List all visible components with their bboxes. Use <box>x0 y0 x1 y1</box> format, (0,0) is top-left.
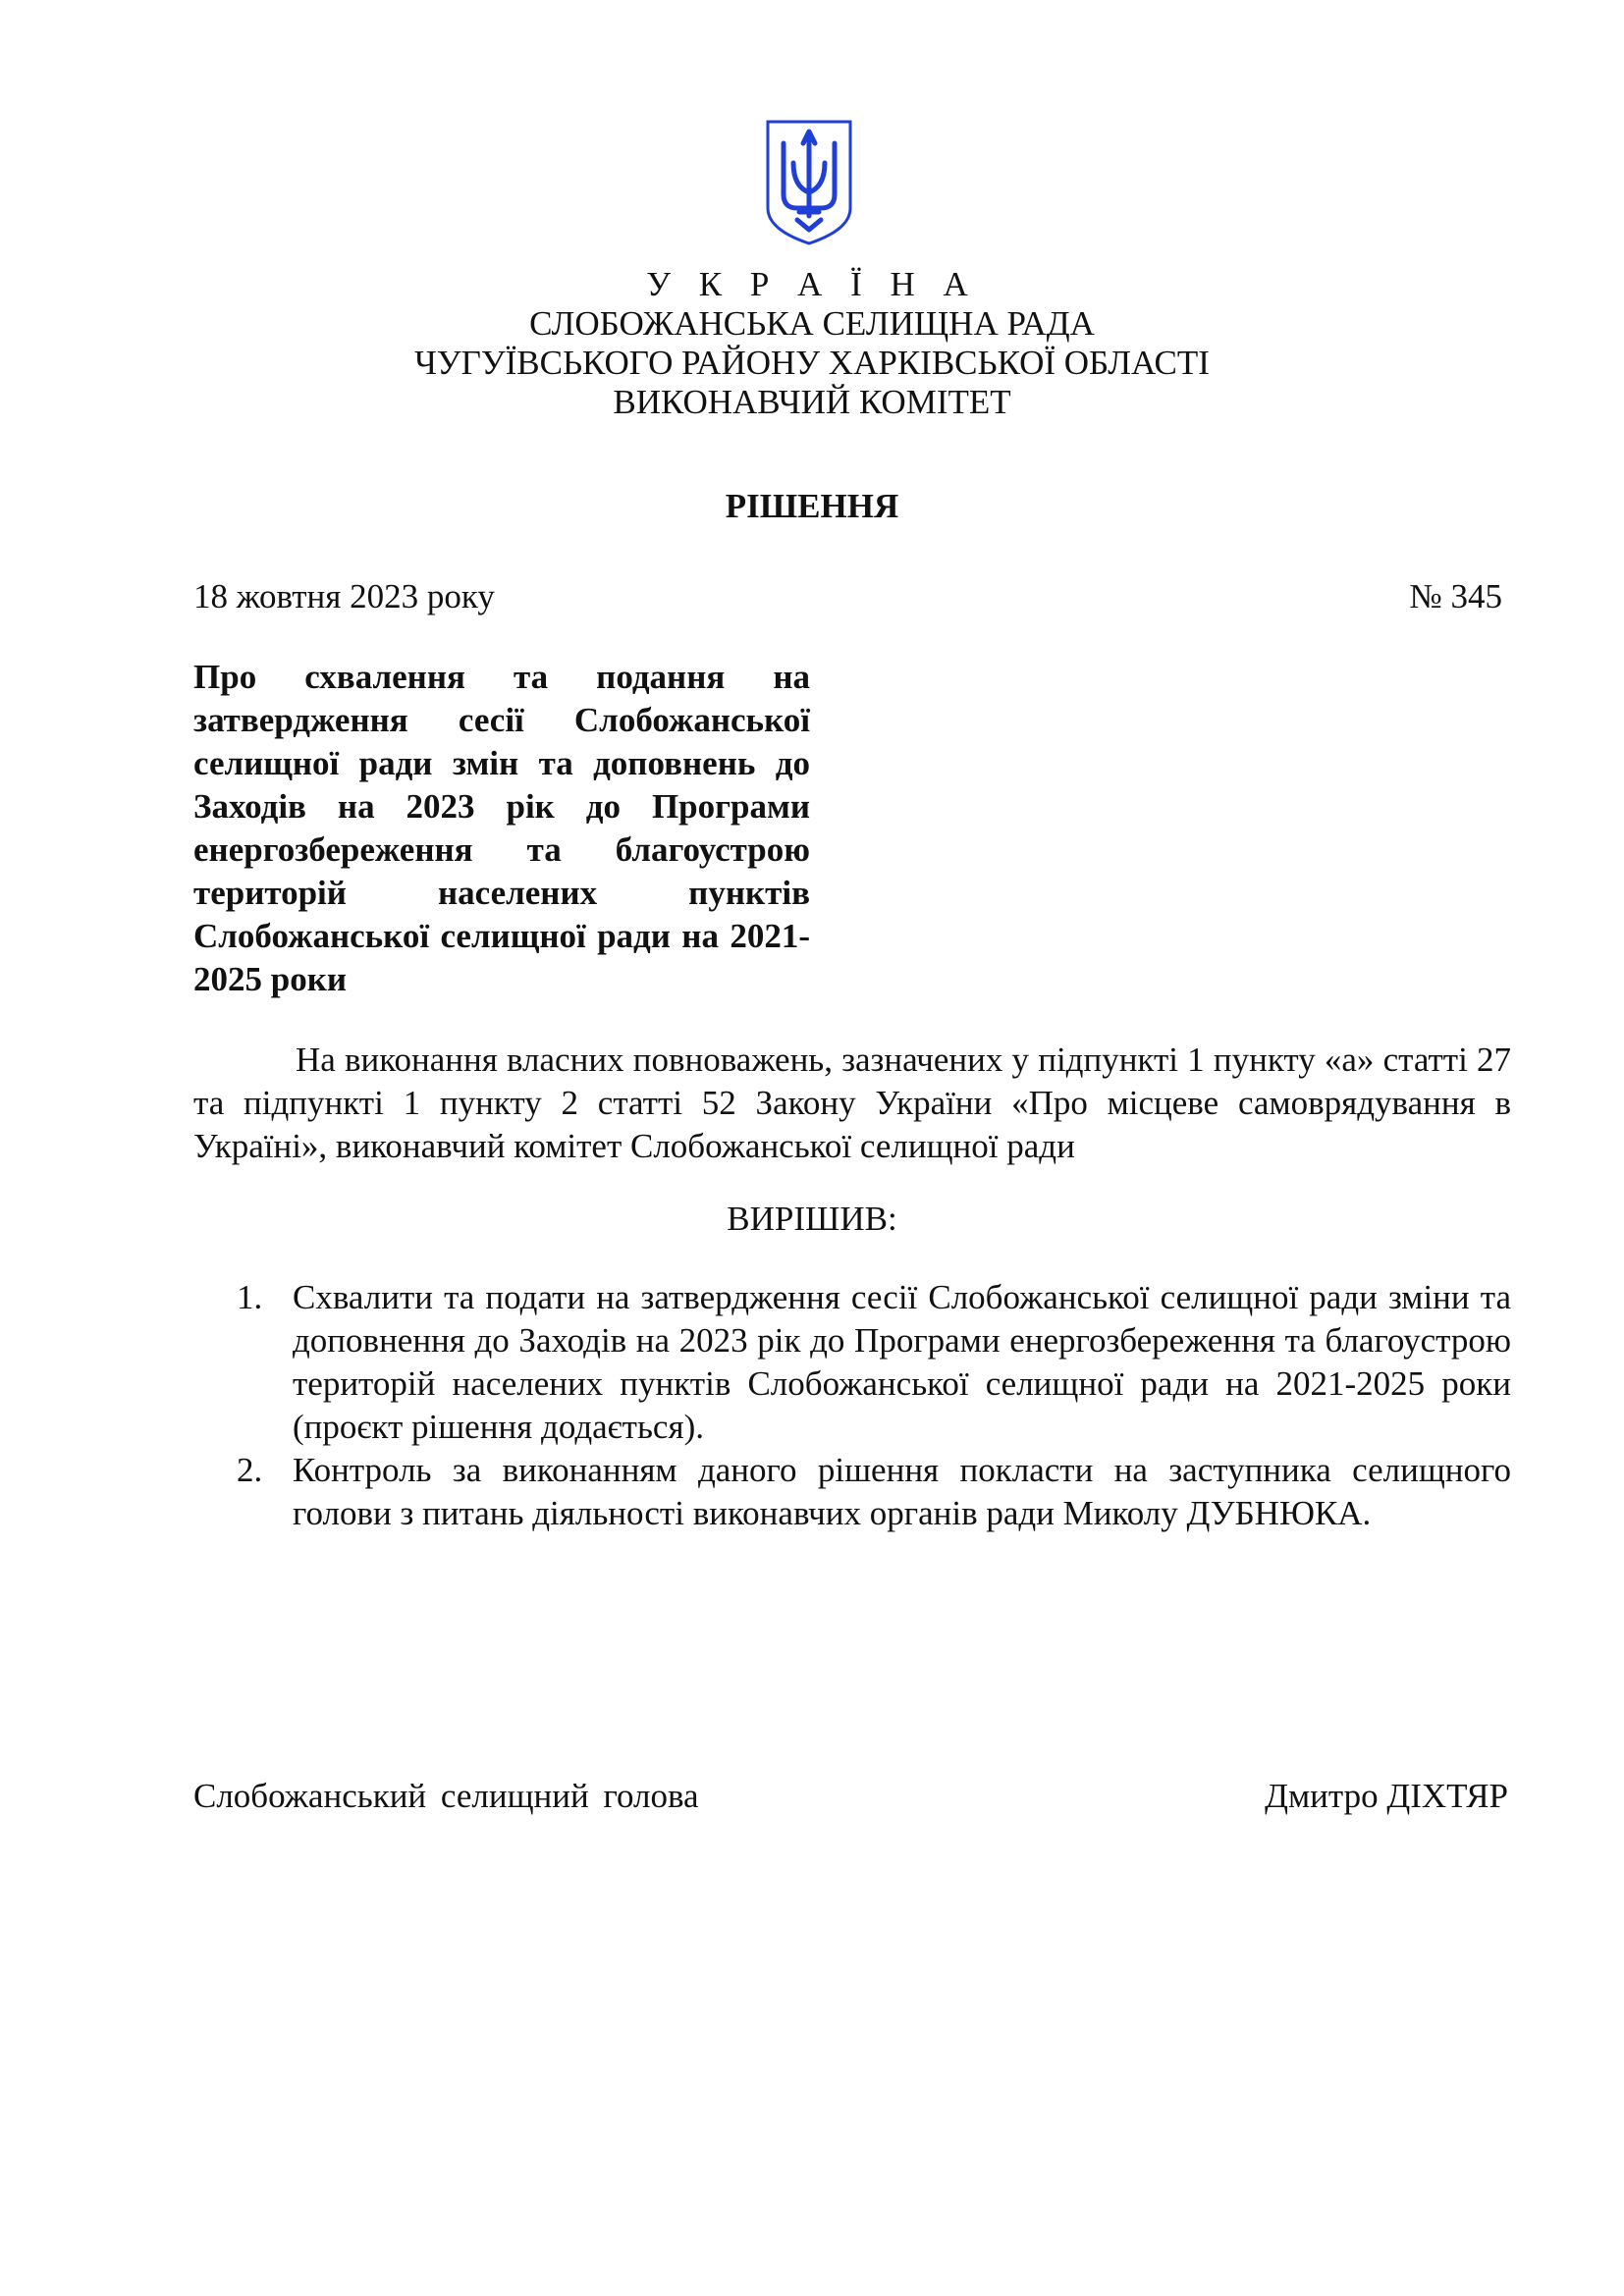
list-item <box>193 1449 1511 1535</box>
document-number: № 345 <box>1409 577 1502 615</box>
signatory-title: Слобожанський селищний голова <box>193 1777 699 1815</box>
coat-of-arms-trident-icon <box>764 118 854 247</box>
document-title: РІШЕННЯ <box>725 487 899 525</box>
item-text: Контроль за виконанням даного рішення покласти на заступника селищного голови з питань діяльності виконавчих органів ради Миколу ДУБНЮКА. <box>293 1451 1511 1532</box>
country-name: У К Р А Ї Н А <box>646 265 978 303</box>
committee-name: ВИКОНАВЧИЙ КОМІТЕТ <box>613 383 1011 421</box>
district-name: ЧУГУЇВСЬКОГО РАЙОНУ ХАРКІВСЬКОЇ ОБЛАСТІ <box>414 344 1210 382</box>
item-text: Схвалити та подати на затвердження сесії Слобожанської селищної ради зміни та доповнення до Заходів на 2023 рік до Програми енергозбереження та благоустрою територій населених пунктів Слобожанської селищної ради на 2021-2025 роки (проєкт рішення додається). <box>293 1278 1511 1446</box>
council-name: СЛОБОЖАНСЬКА СЕЛИЩНА РАДА <box>529 304 1095 343</box>
signatory-name: Дмитро ДІХТЯР <box>1265 1777 1508 1815</box>
item-number: 2. <box>237 1451 263 1489</box>
preamble-paragraph: На виконання власних повноважень, зазначених у підпункті 1 пункту «а» статті 27 та підпункті 1 пункту 2 статті 52 Закону України «Про місцеве самоврядування в Україні», виконавчий комітет Слобожанської селищної ради <box>193 1041 1511 1165</box>
item-number: 1. <box>237 1278 263 1316</box>
letterhead <box>0 265 1624 422</box>
resolution-items <box>193 1276 1511 1535</box>
resolve-heading: ВИРІШИВ: <box>727 1200 897 1238</box>
document-subject: Про схвалення та подання на затвердження сесії Слобожанської селищної ради змін та доповнень до Заходів на 2023 рік до Програми енергозбереження та благоустрою територій населених пунктів Слобожанської селищної ради на 2021-2025 роки <box>193 658 810 998</box>
document-date: 18 жовтня 2023 року <box>193 577 495 615</box>
list-item <box>193 1276 1511 1449</box>
